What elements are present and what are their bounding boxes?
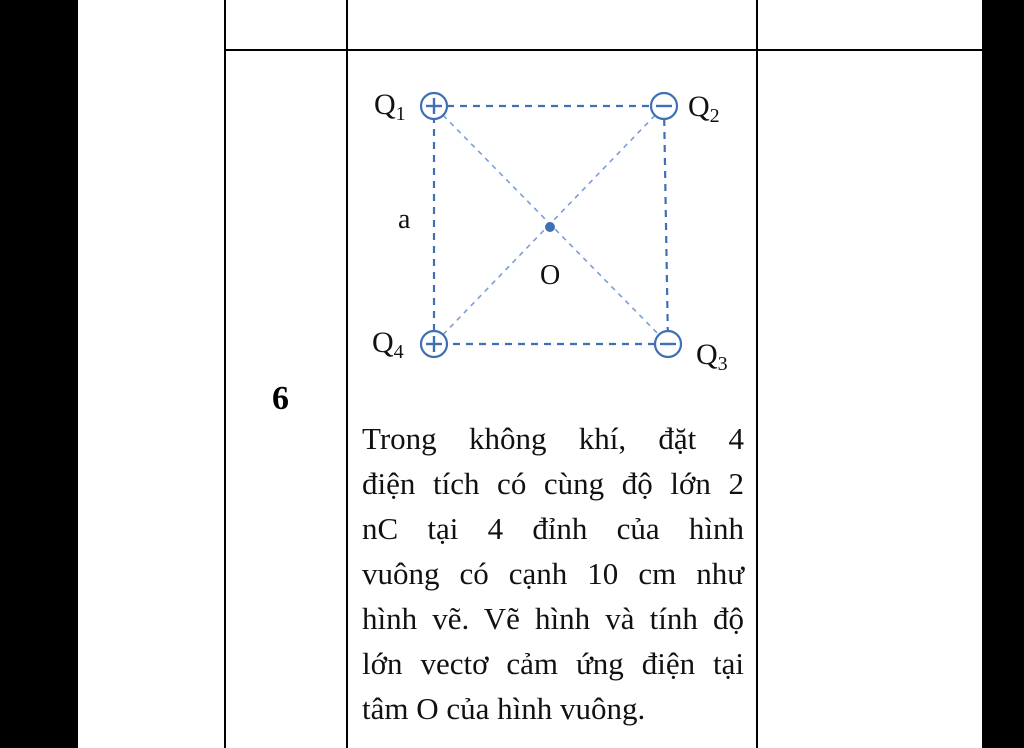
problem-line: hình vẽ. Vẽ hình và tính độ: [362, 601, 744, 636]
row-number: 6: [272, 380, 289, 417]
problem-line: Trong không khí, đặt 4: [362, 421, 744, 456]
square-edge: [664, 119, 668, 331]
charge-label-q3: $Q_3$: [696, 338, 728, 375]
problem-line: nC tại 4 đỉnh của hình: [362, 511, 744, 546]
positive-charge-1: [421, 93, 447, 119]
positive-charge-4: [421, 331, 447, 357]
charge-label-q4: $Q_4$: [372, 326, 404, 363]
center-label: O: [540, 260, 561, 291]
problem-line: lớn vectơ cảm ứng điện tại: [362, 646, 744, 681]
side-label: a: [398, 204, 411, 235]
center-point: [545, 222, 555, 232]
negative-charge-3: [655, 331, 681, 357]
negative-charge-2: [651, 93, 677, 119]
problem-line: tâm O của hình vuông.: [362, 691, 646, 726]
problem-text: [362, 416, 744, 731]
charge-label-q1: $Q_1$: [374, 88, 406, 125]
problem-line: điện tích có cùng độ lớn 2: [362, 466, 744, 501]
charge-label-q2: $Q_2$: [688, 90, 720, 127]
problem-line: vuông có cạnh 10 cm như: [362, 556, 744, 591]
